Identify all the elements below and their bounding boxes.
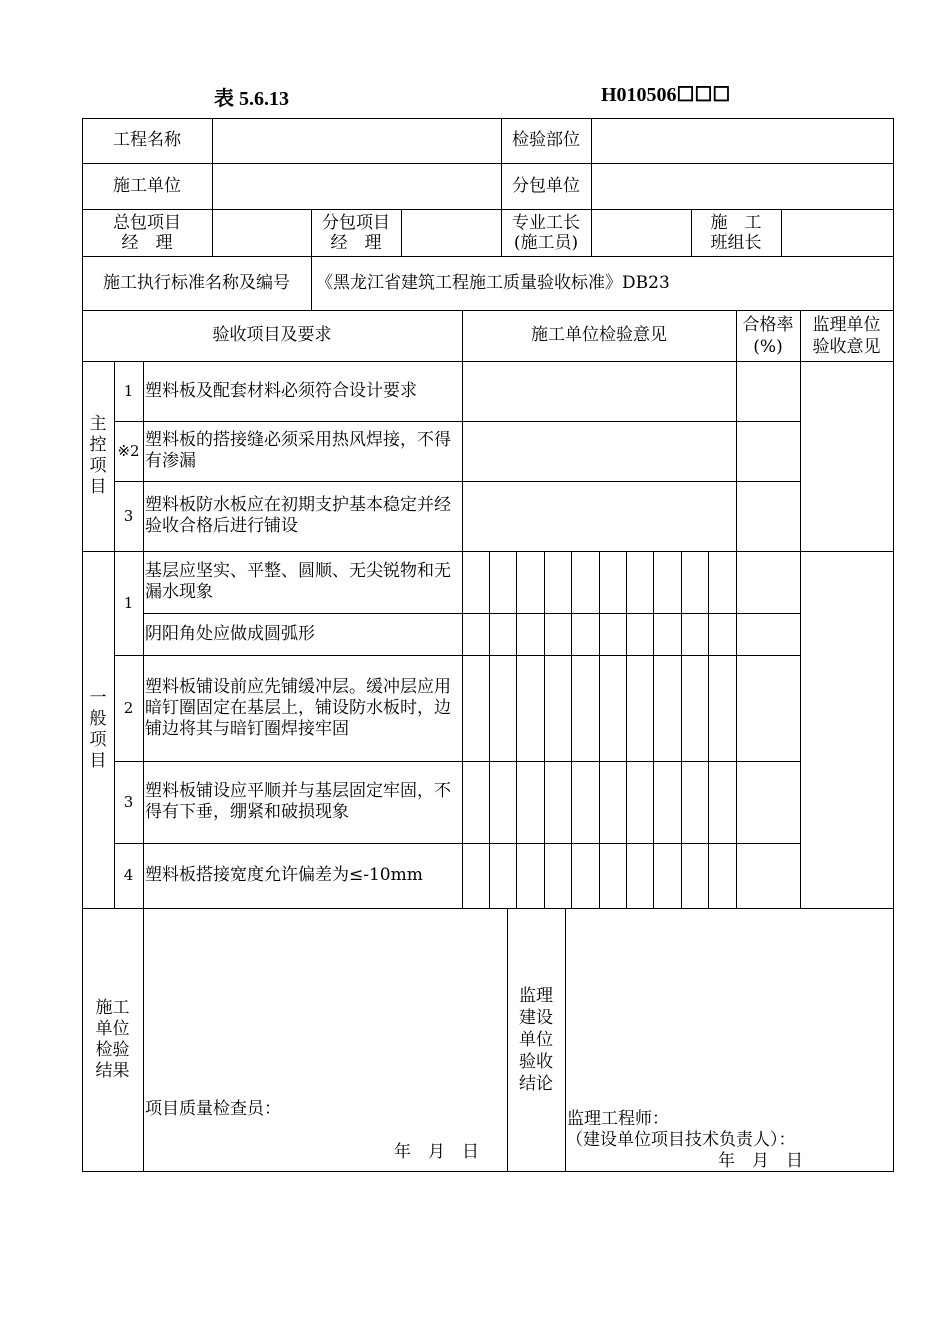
foreman-label: 专业工长 (施工员) bbox=[512, 212, 580, 253]
supervision-opinion-header: 监理单位 验收意见 bbox=[812, 314, 881, 357]
general-item-no: 3 bbox=[123, 792, 134, 811]
inspector-label: 项目质量检查员： bbox=[145, 1098, 281, 1119]
form-code: H010506☐☐☐ bbox=[601, 84, 731, 106]
items-header: 验收项目及要求 bbox=[212, 325, 332, 345]
inspection-part-label: 检验部位 bbox=[512, 130, 580, 150]
table-number: 表 5.6.13 bbox=[214, 88, 289, 110]
main-item-no: ※2 bbox=[117, 441, 140, 460]
main-item-no: 1 bbox=[123, 381, 134, 400]
construction-result-label: 施工 单位 检验 结果 bbox=[95, 997, 130, 1081]
supervisor-label: 监理工程师： bbox=[567, 1108, 669, 1129]
team-leader-field[interactable] bbox=[782, 210, 893, 256]
pass-rate-header: 合格率 (%) bbox=[742, 314, 794, 357]
date-right: 年 月 日 bbox=[718, 1150, 803, 1171]
project-name-field[interactable] bbox=[213, 119, 501, 163]
inspection-part-field[interactable] bbox=[592, 119, 893, 163]
sub-pm-label: 分包项目 经 理 bbox=[322, 212, 390, 253]
main-item-text: 塑料板及配套材料必须符合设计要求 bbox=[145, 380, 417, 401]
construction-unit-label: 施工单位 bbox=[113, 175, 181, 196]
date-left: 年 月 日 bbox=[394, 1141, 479, 1162]
main-item-no: 3 bbox=[123, 506, 134, 525]
general-item-text: 塑料板搭接宽度允许偏差为≤-10mm bbox=[145, 865, 423, 885]
subcontract-unit-label: 分包单位 bbox=[512, 175, 580, 196]
owner-label: （建设单位项目技术负责人）： bbox=[566, 1129, 796, 1150]
general-pm-label: 总包项目 经 理 bbox=[113, 212, 181, 253]
general-group-label: 一般项目 bbox=[89, 687, 107, 771]
foreman-field[interactable] bbox=[592, 210, 691, 256]
supervision-conclusion-label: 监理 建设 单位 验收 结论 bbox=[519, 985, 553, 1094]
standard-label: 施工执行标准名称及编号 bbox=[103, 272, 290, 293]
general-item-text: 基层应坚实、平整、圆顺、无尖锐物和无漏水现象 bbox=[145, 561, 451, 602]
general-pm-field[interactable] bbox=[213, 210, 311, 256]
subcontract-unit-field[interactable] bbox=[592, 164, 893, 209]
standard-value: 《黑龙江省建筑工程施工质量验收标准》DB23 bbox=[316, 272, 670, 293]
general-item-text: 塑料板铺设应平顺并与基层固定牢固，不得有下垂，绷紧和破损现象 bbox=[145, 781, 451, 822]
construction-opinion-header: 施工单位检验意见 bbox=[531, 325, 667, 345]
general-item-no: 1 bbox=[123, 593, 134, 612]
team-leader-label: 施 工 班组长 bbox=[710, 212, 762, 253]
main-item-text: 塑料板的搭接缝必须采用热风焊接，不得有渗漏 bbox=[145, 430, 451, 471]
general-item-no: 2 bbox=[123, 698, 134, 717]
main-item-text: 塑料板防水板应在初期支护基本稳定并经验收合格后进行铺设 bbox=[145, 495, 451, 536]
main-control-group-label: 主控项目 bbox=[89, 414, 107, 497]
sub-pm-field[interactable] bbox=[402, 210, 501, 256]
general-item-text: 阴阳角处应做成圆弧形 bbox=[145, 623, 315, 644]
construction-unit-field[interactable] bbox=[213, 164, 501, 209]
project-name-label: 工程名称 bbox=[113, 130, 181, 150]
general-item-no: 4 bbox=[123, 866, 134, 884]
general-item-text: 塑料板铺设前应先铺缓冲层。缓冲层应用暗钉圈固定在基层上，铺设防水板时，边铺边将其与暗钉圈焊接牢固 bbox=[145, 676, 451, 739]
